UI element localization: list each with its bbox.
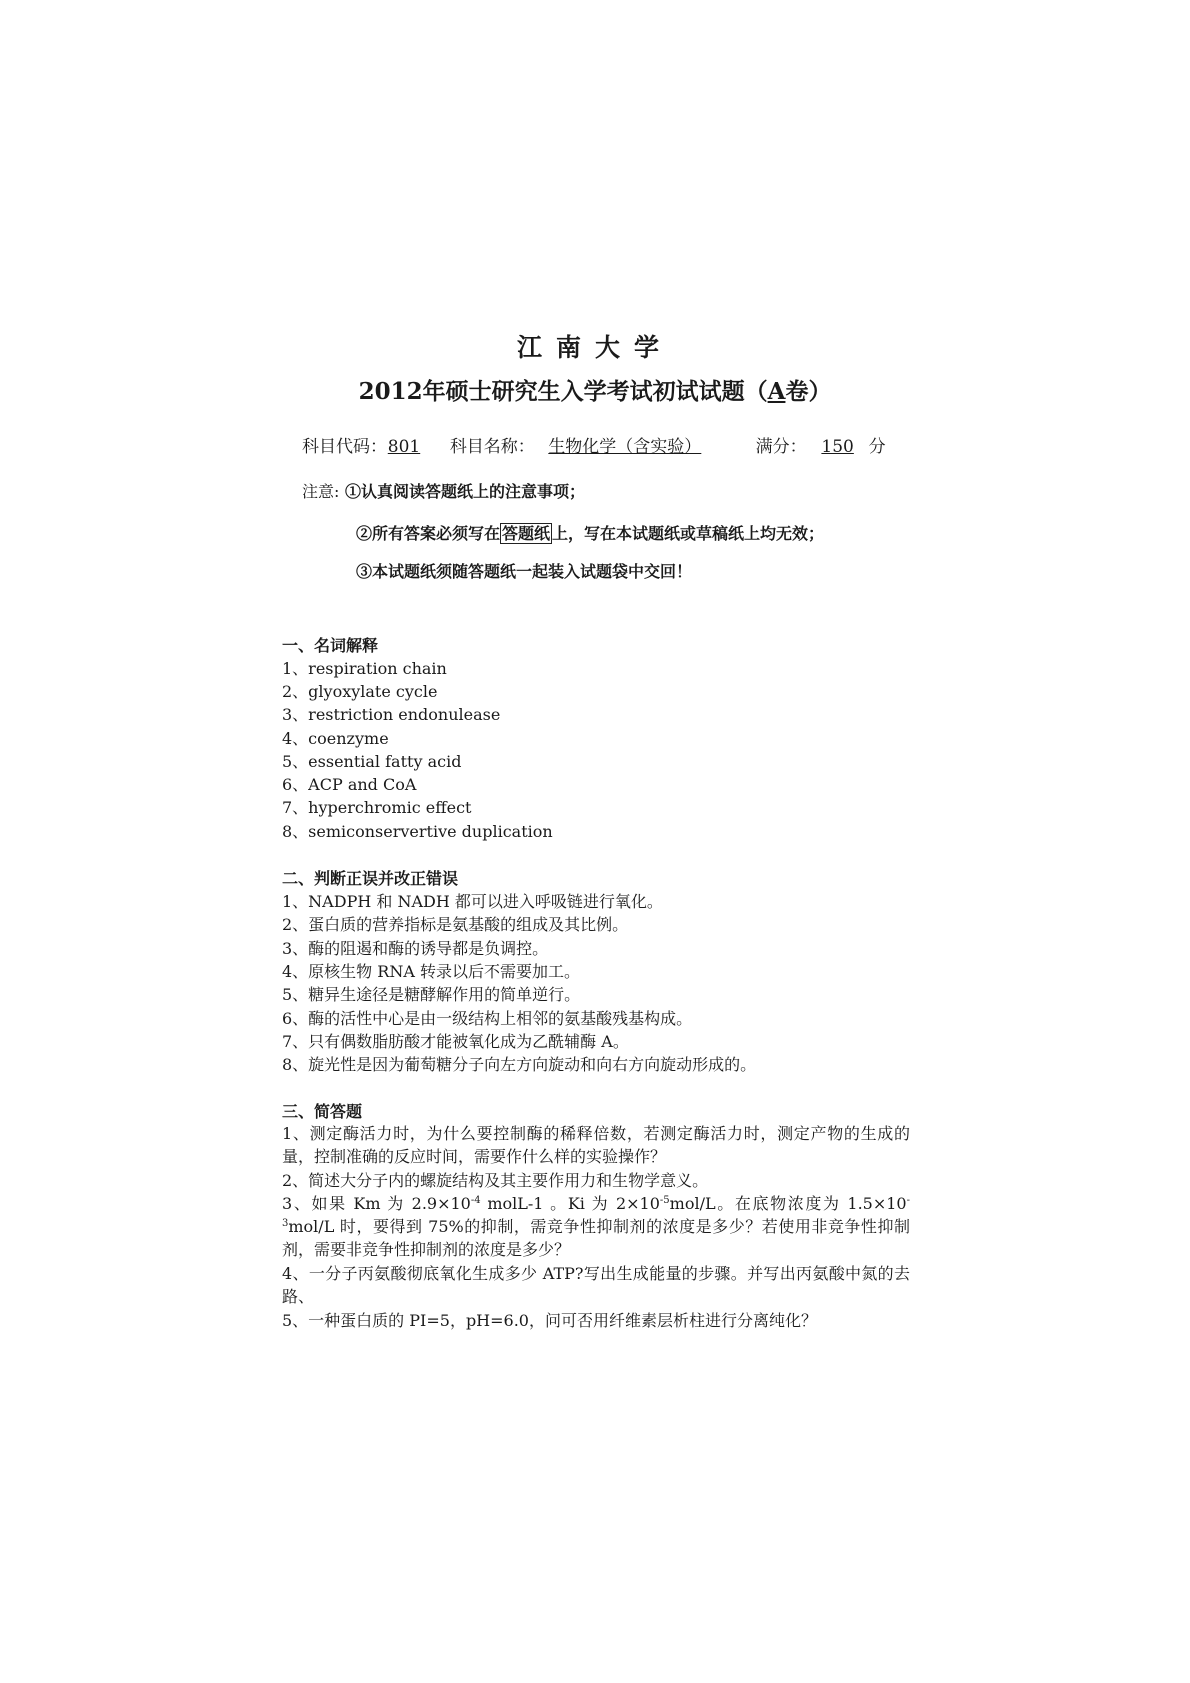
- short-answer-question-1: 1、测定酶活力时，为什么要控制酶的稀释倍数，若测定酶活力时，测定产物的生成的量，控制准确的反应时间，需要作什么样的实验操作？: [282, 1124, 910, 1166]
- university-name: 江南大学: [516, 333, 673, 362]
- q3-text-d: mol/L 时，要得到 75%的抑制，需竞争性抑制剂的浓度是多少？若使用非竞争性抑制剂，需要非竞争性抑制剂的浓度是多少？: [282, 1217, 910, 1259]
- term-item: 7、hyperchromic effect: [282, 798, 472, 817]
- term-item: 6、ACP and CoA: [282, 775, 417, 794]
- judgment-item: 7、只有偶数脂肪酸才能被氧化成为乙酰辅酶 A。: [282, 1032, 629, 1051]
- notice-3: ③本试题纸须随答题纸一起装入试题袋中交回！: [356, 562, 693, 581]
- subject-code: 801: [387, 437, 421, 457]
- q3-exponent-2: -5: [659, 1195, 670, 1206]
- judgment-item: 3、酶的阻遏和酶的诱导都是负调控。: [282, 939, 549, 958]
- term-item: 4、coenzyme: [282, 729, 389, 748]
- title-suffix: 卷）: [785, 378, 832, 405]
- judgment-item: 1、NADPH 和 NADH 都可以进入呼吸链进行氧化。: [282, 892, 663, 911]
- judgment-item: 4、原核生物 RNA 转录以后不需要加工。: [282, 962, 580, 981]
- paper-version: A: [767, 378, 786, 405]
- notice-text-1: ①认真阅读答题纸上的注意事项；: [344, 482, 585, 501]
- judgment-item: 6、酶的活性中心是由一级结构上相邻的氨基酸残基构成。: [282, 1009, 693, 1028]
- term-item: 8、semiconservertive duplication: [282, 822, 553, 841]
- q3-exponent-3: -3: [282, 1195, 910, 1229]
- notice-label: 注意:: [302, 482, 340, 501]
- judgment-item: 5、糖异生途径是糖酵解作用的简单逆行。: [282, 985, 581, 1004]
- short-answer-question-4: 4、一分子丙氨酸彻底氧化生成多少 ATP?写出生成能量的步骤。并写出丙氨酸中氮的去路、: [282, 1264, 910, 1306]
- section1-heading: 一、名词解释: [282, 636, 379, 655]
- short-answer-question-5: 5、一种蛋白质的 PI=5，pH=6.0，问可否用纤维素层析柱进行分离纯化？: [282, 1311, 817, 1330]
- term-item: 5、essential fatty acid: [282, 752, 462, 771]
- subject-info-line: [302, 432, 886, 457]
- section2-heading: 二、判断正误并改正错误: [282, 869, 459, 888]
- notice-1: [302, 479, 585, 502]
- term-item: 3、restriction endonulease: [282, 705, 501, 724]
- subject-code-label: 科目代码：: [302, 437, 387, 457]
- notice-2: [356, 521, 824, 544]
- full-score: 150: [821, 437, 854, 457]
- subject-name-label: 科目名称：: [449, 437, 535, 457]
- q3-exponent-1: -4: [470, 1195, 481, 1206]
- score-unit: 分: [868, 437, 886, 457]
- full-score-label: 满分：: [755, 437, 807, 457]
- q3-text-a: 3、如果 Km 为 2.9×10: [282, 1194, 471, 1213]
- short-answer-question-2: 2、简述大分子内的螺旋结构及其主要作用力和生物学意义。: [282, 1171, 709, 1190]
- answer-sheet-box: 答题纸: [502, 524, 551, 543]
- term-item: 2、glyoxylate cycle: [282, 682, 438, 701]
- judgment-item: 2、蛋白质的营养指标是氨基酸的组成及其比例。: [282, 915, 629, 934]
- q3-text-c: mol/L。在底物浓度为 1.5×10: [669, 1194, 907, 1213]
- notice-text-2a: ②所有答案必须写在: [356, 524, 501, 543]
- subject-name: 生物化学（含实验）: [548, 437, 702, 457]
- title-prefix: 2012年硕士研究生入学考试初试试题（: [358, 378, 768, 405]
- section3-heading: 三、简答题: [282, 1102, 363, 1121]
- q3-text-b: molL-1 。Ki 为 2×10: [480, 1194, 660, 1213]
- exam-title: [0, 373, 1190, 406]
- judgment-item: 8、旋光性是因为葡萄糖分子向左方向旋动和向右方向旋动形成的。: [282, 1055, 757, 1074]
- notice-text-2b: 上，写在本试题纸或草稿纸上均无效；: [552, 524, 825, 543]
- short-answer-question-3: [282, 1192, 910, 1261]
- term-item: 1、respiration chain: [282, 659, 447, 678]
